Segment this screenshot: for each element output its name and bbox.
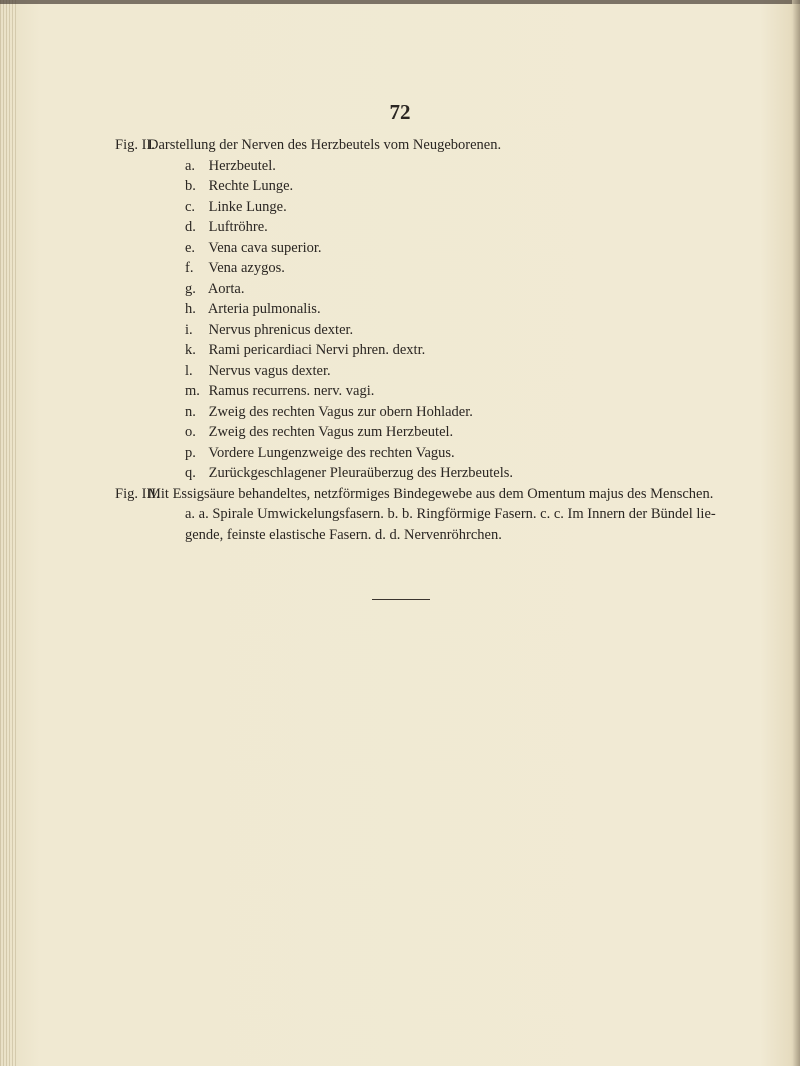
legend-item-letter: n. (185, 403, 196, 420)
legend-item-text: Vordere Lungenzweige des rechten Vagus. (208, 444, 455, 461)
page-number: 72 (389, 100, 411, 124)
legend-item-letter: c. (185, 198, 196, 215)
legend-item (148, 381, 788, 402)
legend-item (148, 238, 788, 259)
legend-item (148, 258, 788, 279)
legend-item-letter: m. (185, 383, 200, 399)
legend-item-text: Luftröhre. (208, 219, 268, 235)
figure-2-label: Fig. II. (115, 137, 155, 153)
legend-item-letter: g. (185, 280, 196, 297)
figure-3-body-line: a. a. Spirale Umwickelungsfasern. b. b. Ringförmige Fasern. c. c. Im Innern der Bündel lie- (185, 506, 716, 522)
legend-item-text: Arteria pulmonalis. (207, 301, 321, 317)
legend-item-text: Nervus phrenicus dexter. (208, 321, 354, 338)
legend-item-letter: e. (185, 239, 196, 256)
figure-3-heading (115, 484, 788, 505)
legend-item-letter: q. (185, 465, 196, 481)
figure-2-item-list (148, 156, 788, 484)
figure-3-body (148, 504, 788, 545)
legend-item-letter: k. (185, 342, 196, 358)
legend-item-text: Vena cava superior. (208, 239, 322, 256)
legend-item (148, 443, 788, 464)
legend-item (148, 340, 788, 361)
legend-item (148, 422, 788, 443)
legend-item (148, 279, 788, 300)
figure-3-title: Mit Essigsäure behandeltes, netzförmiges Bindegewebe aus dem Omentum majus des Menschen. (148, 485, 714, 502)
right-edge (792, 0, 800, 1066)
legend-item (148, 197, 788, 218)
legend-item-text: Herzbeutel. (208, 157, 276, 174)
legend-item-letter: i. (185, 321, 193, 338)
legend-item-letter: p. (185, 444, 196, 461)
legend-item (148, 156, 788, 177)
legend-item-text: Zurückgeschlagener Pleuraüberzug des Herzbeutels. (208, 465, 513, 481)
legend-item (148, 361, 788, 382)
legend-item-text: Rami pericardiaci Nervi phren. dextr. (208, 342, 426, 358)
legend-item-text: Zweig des rechten Vagus zum Herzbeutel. (208, 424, 454, 440)
legend-item-text: Ramus recurrens. nerv. vagi. (208, 383, 375, 399)
legend-item-letter: b. (185, 178, 196, 194)
figure-3-label: Fig. III. (115, 485, 160, 502)
figure-legend (115, 135, 788, 545)
legend-item-text: Zweig des rechten Vagus zur obern Hohlader. (208, 403, 473, 420)
legend-item-text: Vena azygos. (208, 260, 285, 276)
legend-item (148, 217, 788, 238)
top-edge (0, 0, 800, 4)
legend-item-letter: h. (185, 301, 196, 317)
legend-item (148, 299, 788, 320)
figure-3-body-line: gende, feinste elastische Fasern. d. d. Nervenröhrchen. (185, 526, 502, 543)
legend-item-letter: o. (185, 424, 196, 440)
legend-item (148, 176, 788, 197)
legend-item-text: Linke Lunge. (208, 198, 287, 215)
legend-item-text: Nervus vagus dexter. (208, 362, 331, 379)
legend-item-letter: f. (185, 260, 194, 276)
binding-edge (0, 0, 16, 1066)
separator-rule (372, 599, 430, 600)
legend-item-letter: a. (185, 157, 196, 174)
legend-item (148, 320, 788, 341)
figure-2-heading (115, 135, 788, 156)
legend-item-letter: l. (185, 362, 193, 379)
legend-item-letter: d. (185, 219, 196, 235)
legend-item-text: Aorta. (207, 280, 245, 297)
figure-2-title: Darstellung der Nerven des Herzbeutels vom Neugeborenen. (148, 137, 502, 153)
legend-item-text: Rechte Lunge. (208, 178, 294, 194)
legend-item (148, 463, 788, 484)
legend-item (148, 402, 788, 423)
